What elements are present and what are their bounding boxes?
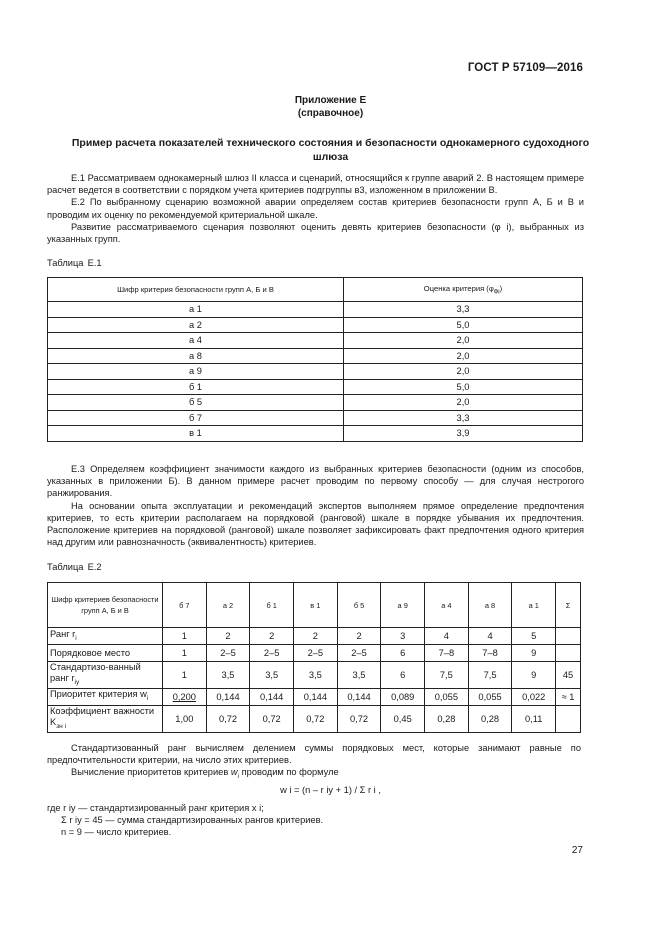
table1-row	[48, 395, 583, 411]
coef-row-label: Коэффициент важности $K_{зн i}$	[48, 705, 163, 732]
place-row-cell: 2–5	[250, 645, 294, 662]
table1-header-score: Оценка критерия $(\varphi_{Фi})$	[344, 278, 583, 302]
priority-row-cell: 0,055	[468, 688, 512, 705]
rank-row-cell: 2	[294, 628, 338, 645]
priority-row-cell: 0,144	[206, 688, 250, 705]
table2-column-header: в 1	[294, 583, 338, 628]
priority-row	[48, 688, 581, 705]
place-row-cell	[556, 645, 581, 662]
paragraph-e3: Е.3 Определяем коэффициент значимости каждого из выбранных критериев безопасности (одним из способов, указанных в приложении Б). В данном примере расчет проводим по первому способу — для случая нестрогого ранжирования.	[47, 464, 584, 499]
std-rank-row-cell: 3,5	[294, 662, 338, 689]
priority-row-cell: 0,144	[294, 688, 338, 705]
priority-row-cell: ≈ 1	[556, 688, 581, 705]
rank-row-cell: 3	[381, 628, 425, 645]
definition-std-rank: где r iy — стандартизированный ранг критерия x i;	[47, 803, 264, 813]
criterion-score-cell: 2,0	[344, 364, 583, 380]
std-rank-row-cell: 6	[381, 662, 425, 689]
table2-column-header: б 7	[163, 583, 207, 628]
coef-row-cell: 0,11	[512, 705, 556, 732]
place-row-cell: 6	[381, 645, 425, 662]
paragraph-expert: На основании опыта эксплуатации и рекомендаций экспертов выполняем прямое определение предпочтения критериев, то есть критерии располагаем на порядковой (ранговой) шкале в порядке убывания их предпочтения. Расположение критериев на порядковой (ранговой) шкале позволяет зафиксировать факт предпочтения одного критерия над другим или равнозначность (эквивалентность) критериев.	[47, 500, 584, 548]
table2-header-row	[48, 583, 581, 628]
definition-rank-sum: Σ r iy = 45 — сумма стандартизированных рангов критериев.	[61, 814, 324, 825]
std-rank-row	[48, 662, 581, 689]
table2-column-header: а 2	[206, 583, 250, 628]
intro-text	[47, 172, 584, 245]
definition-count: n = 9 — число критериев.	[61, 826, 172, 837]
page-number: 27	[571, 845, 583, 856]
paragraph-e2: Е.2 По выбранному сценарию возможной аварии определяем состав критериев безопасности групп А, Б и В и проводим их оценку по рекомендуемой критериальной шкале.	[47, 197, 584, 220]
formula-definitions	[47, 803, 323, 838]
criterion-code-cell: б 7	[48, 410, 344, 426]
criterion-score-cell: 2,0	[344, 333, 583, 349]
appendix-heading	[0, 94, 661, 120]
table2-column-header: а 4	[425, 583, 469, 628]
std-rank-row-cell: 1	[163, 662, 207, 689]
std-rank-row-cell: 45	[556, 662, 581, 689]
table2-column-header: а 9	[381, 583, 425, 628]
criterion-score-cell: 5,0	[344, 317, 583, 333]
table1-row	[48, 426, 583, 442]
place-row-cell: 1	[163, 645, 207, 662]
rank-row-cell: 2	[250, 628, 294, 645]
table2-column-header: а 1	[512, 583, 556, 628]
priority-row-cell: 0,144	[250, 688, 294, 705]
table1-row	[48, 364, 583, 380]
rank-row-cell: 4	[468, 628, 512, 645]
rank-row-cell: 5	[512, 628, 556, 645]
table1-row	[48, 317, 583, 333]
priority-row-cell: 0,144	[337, 688, 381, 705]
table1-caption-word: Таблица	[47, 258, 84, 268]
ranking-text	[47, 463, 584, 548]
std-rank-row-cell: 3,5	[337, 662, 381, 689]
criterion-code-cell: а 9	[48, 364, 344, 380]
std-rank-row-cell: 7,5	[468, 662, 512, 689]
criterion-score-cell: 3,3	[344, 302, 583, 318]
place-row-label: Порядковое место	[48, 645, 163, 662]
table1-header-row	[48, 278, 583, 302]
criterion-code-cell: б 5	[48, 395, 344, 411]
coef-row-cell: 0,28	[425, 705, 469, 732]
std-rank-row-label: Стандартизо-ванный ранг $r_{iy}$	[48, 662, 163, 689]
paragraph-e1: Е.1 Рассматриваем однокамерный шлюз II класса и сценарий, относящийся к группе аварий 2. В настоящем примере расчет ведется в соответствии с порядком учета критериев подгруппы в3, изложенном в приложении В.	[47, 173, 584, 196]
coef-row-cell: 0,45	[381, 705, 425, 732]
rank-row-cell: 1	[163, 628, 207, 645]
table1-row	[48, 348, 583, 364]
place-row-cell: 2–5	[294, 645, 338, 662]
table2-column-header: б 1	[250, 583, 294, 628]
criterion-code-cell: а 1	[48, 302, 344, 318]
priority-row-cell: 0,200	[163, 688, 207, 705]
criterion-code-cell: б 1	[48, 379, 344, 395]
place-row-cell: 2–5	[206, 645, 250, 662]
criterion-code-cell: а 4	[48, 333, 344, 349]
paragraph-std-rank: Стандартизованный ранг вычисляем делением суммы порядковых мест, которые занимают равные по предпочтительности критерии, на число этих критериев.	[47, 743, 581, 766]
coef-row	[48, 705, 581, 732]
std-rank-row-cell: 3,5	[206, 662, 250, 689]
criterion-code-cell: а 2	[48, 317, 344, 333]
coef-row-cell: 0,72	[294, 705, 338, 732]
place-row	[48, 645, 581, 662]
table2-caption	[47, 562, 102, 572]
place-row-cell: 9	[512, 645, 556, 662]
coef-row-cell	[556, 705, 581, 732]
table2-corner-header: Шифр критериев безопасности групп А, Б и В	[48, 583, 163, 628]
table1-row	[48, 302, 583, 318]
rule-text	[47, 742, 581, 783]
criterion-code-cell: в 1	[48, 426, 344, 442]
document-code: ГОСТ Р 57109—2016	[467, 62, 583, 74]
coef-row-cell: 1,00	[163, 705, 207, 732]
priority-formula: w i = (n – r iy + 1) / Σ r i ,	[280, 785, 381, 795]
table2-column-header: Σ	[556, 583, 581, 628]
appendix-subtitle: (справочное)	[297, 108, 364, 119]
criterion-score-cell: 3,9	[344, 426, 583, 442]
std-rank-row-cell: 9	[512, 662, 556, 689]
table1-caption	[47, 258, 102, 268]
coef-row-cell: 0,28	[468, 705, 512, 732]
place-row-cell: 7–8	[425, 645, 469, 662]
place-row-cell: 2–5	[337, 645, 381, 662]
rank-row-cell: 2	[337, 628, 381, 645]
paragraph-priority: Вычисление приоритетов критериев $w_i$ проводим по формуле	[71, 767, 339, 781]
criterion-code-cell: а 8	[48, 348, 344, 364]
table1-header-code: Шифр критерия безопасности групп А, Б и В	[48, 278, 344, 302]
priority-row-cell: 0,089	[381, 688, 425, 705]
criterion-score-cell: 2,0	[344, 395, 583, 411]
table2-column-header: б 5	[337, 583, 381, 628]
priority-row-label: Приоритет критерия $w_i$	[48, 688, 163, 705]
coef-row-cell: 0,72	[206, 705, 250, 732]
rank-row-cell	[556, 628, 581, 645]
coef-row-cell: 0,72	[250, 705, 294, 732]
std-rank-row-cell: 7,5	[425, 662, 469, 689]
priority-row-cell: 0,055	[425, 688, 469, 705]
paragraph-e2-cont: Развитие рассматриваемого сценария позволяют оценить девять критериев безопасности (φ i), выбранных из указанных групп.	[47, 221, 584, 245]
priority-row-cell: 0,022	[512, 688, 556, 705]
rank-row-cell: 4	[425, 628, 469, 645]
coef-row-cell: 0,72	[337, 705, 381, 732]
table1-row	[48, 410, 583, 426]
table1-row	[48, 379, 583, 395]
main-title: Пример расчета показателей технического состояния и безопасности однокамерного судоходного шлюза	[71, 137, 590, 163]
place-row-cell: 7–8	[468, 645, 512, 662]
table1-row	[48, 333, 583, 349]
rank-row	[48, 628, 581, 645]
criterion-score-cell: 5,0	[344, 379, 583, 395]
table2-caption-word: Таблица	[47, 562, 84, 572]
rank-row-label: Ранг $r_i$	[48, 628, 163, 645]
table2-column-header: а 8	[468, 583, 512, 628]
std-rank-row-cell: 3,5	[250, 662, 294, 689]
table1-caption-num: Е.1	[87, 258, 102, 268]
rank-row-cell: 2	[206, 628, 250, 645]
criteria-score-table	[47, 277, 583, 442]
criterion-score-cell: 2,0	[344, 348, 583, 364]
criterion-score-cell: 3,3	[344, 410, 583, 426]
appendix-title: Приложение Е	[294, 95, 367, 106]
ranking-table	[47, 582, 581, 733]
table2-caption-num: Е.2	[87, 562, 102, 572]
